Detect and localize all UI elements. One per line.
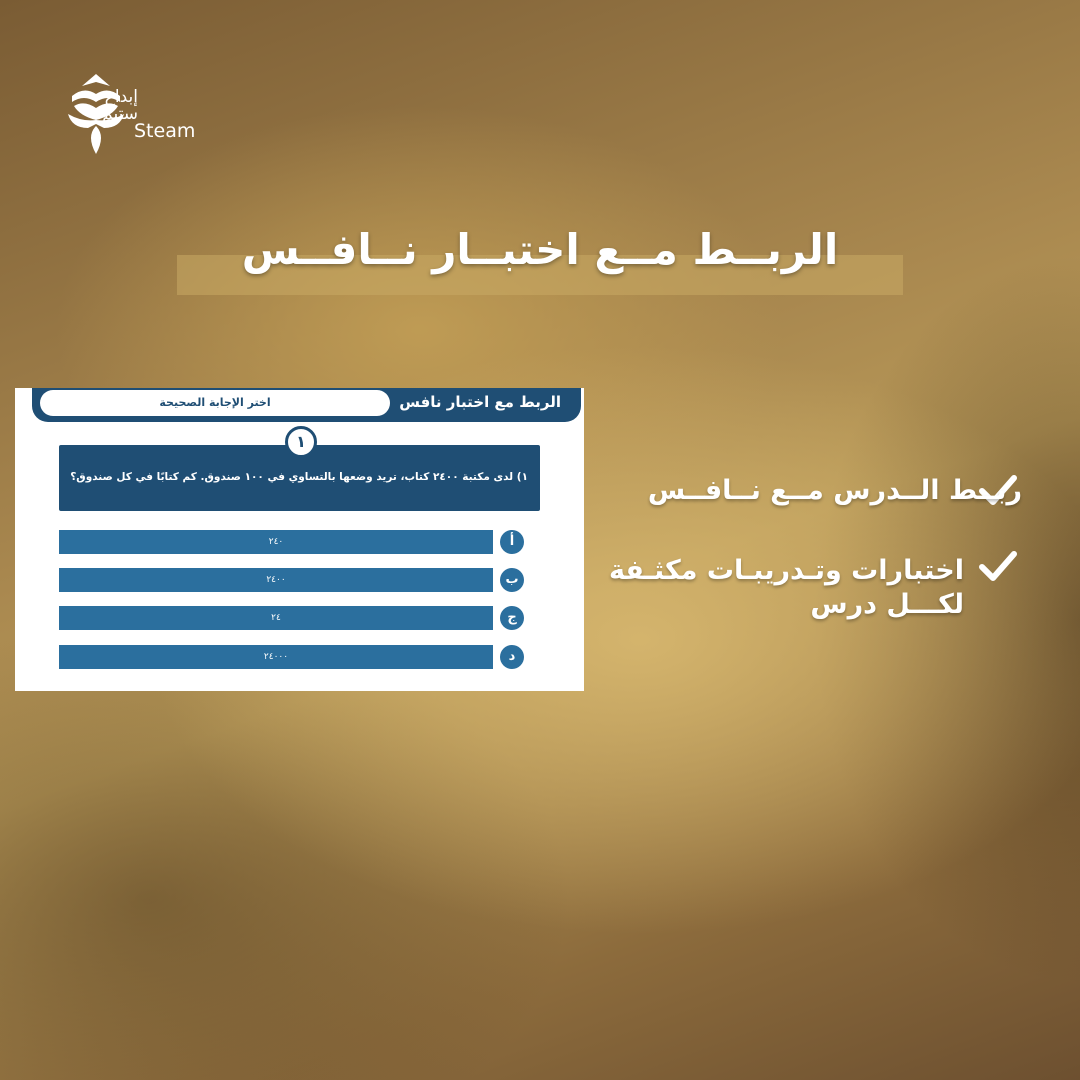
brand-logo [64,72,204,158]
feature-bullet-1 [648,474,1022,508]
answer-option-value[interactable]: ٢٤ [59,606,493,630]
answer-option-letter: أ [500,530,524,554]
quiz-header-title: الربط مع اختبار نافس [399,393,561,411]
answer-option[interactable] [59,568,539,592]
feature-bullet-2-line1: اختبارات وتـدريبـات مكثـفة [608,555,964,586]
feature-bullet-2-line2: لكـــل درس [810,589,964,620]
instruction-pill: اختر الإجابة الصحيحة [40,390,390,416]
answer-option-letter: ج [500,606,524,630]
answer-option-value[interactable]: ٢٤٠ [59,530,493,554]
logo-arabic-line2: ستيم [102,104,138,124]
question-text: ١) لدى مكتبة ٢٤٠٠ كتاب، تريد وضعها بالتساوي في ١٠٠ صندوق. كم كتابًا في كل صندوق؟ [70,471,528,483]
answer-option[interactable] [59,645,539,669]
answer-option-value[interactable]: ٢٤٠٠٠ [59,645,493,669]
answer-option-letter: د [500,645,524,669]
quiz-screenshot [15,388,584,691]
logo-arabic-line1: إبداع [104,87,138,107]
quiz-header [32,388,581,422]
answer-option[interactable] [59,530,539,554]
answer-option-value[interactable]: ٢٤٠٠ [59,568,493,592]
feature-bullet-2 [609,554,964,622]
logo-english: Steam [134,120,196,142]
question-number-badge: ١ [285,426,317,458]
page-title: الربــط مــع اختبــار نــافــس [241,225,839,274]
feature-bullet-1-line1: ربــط الــدرس مــع نــافــس [647,475,1022,506]
answer-option-letter: ب [500,568,524,592]
checkmark-icon [978,546,1018,586]
answer-option[interactable] [59,606,539,630]
